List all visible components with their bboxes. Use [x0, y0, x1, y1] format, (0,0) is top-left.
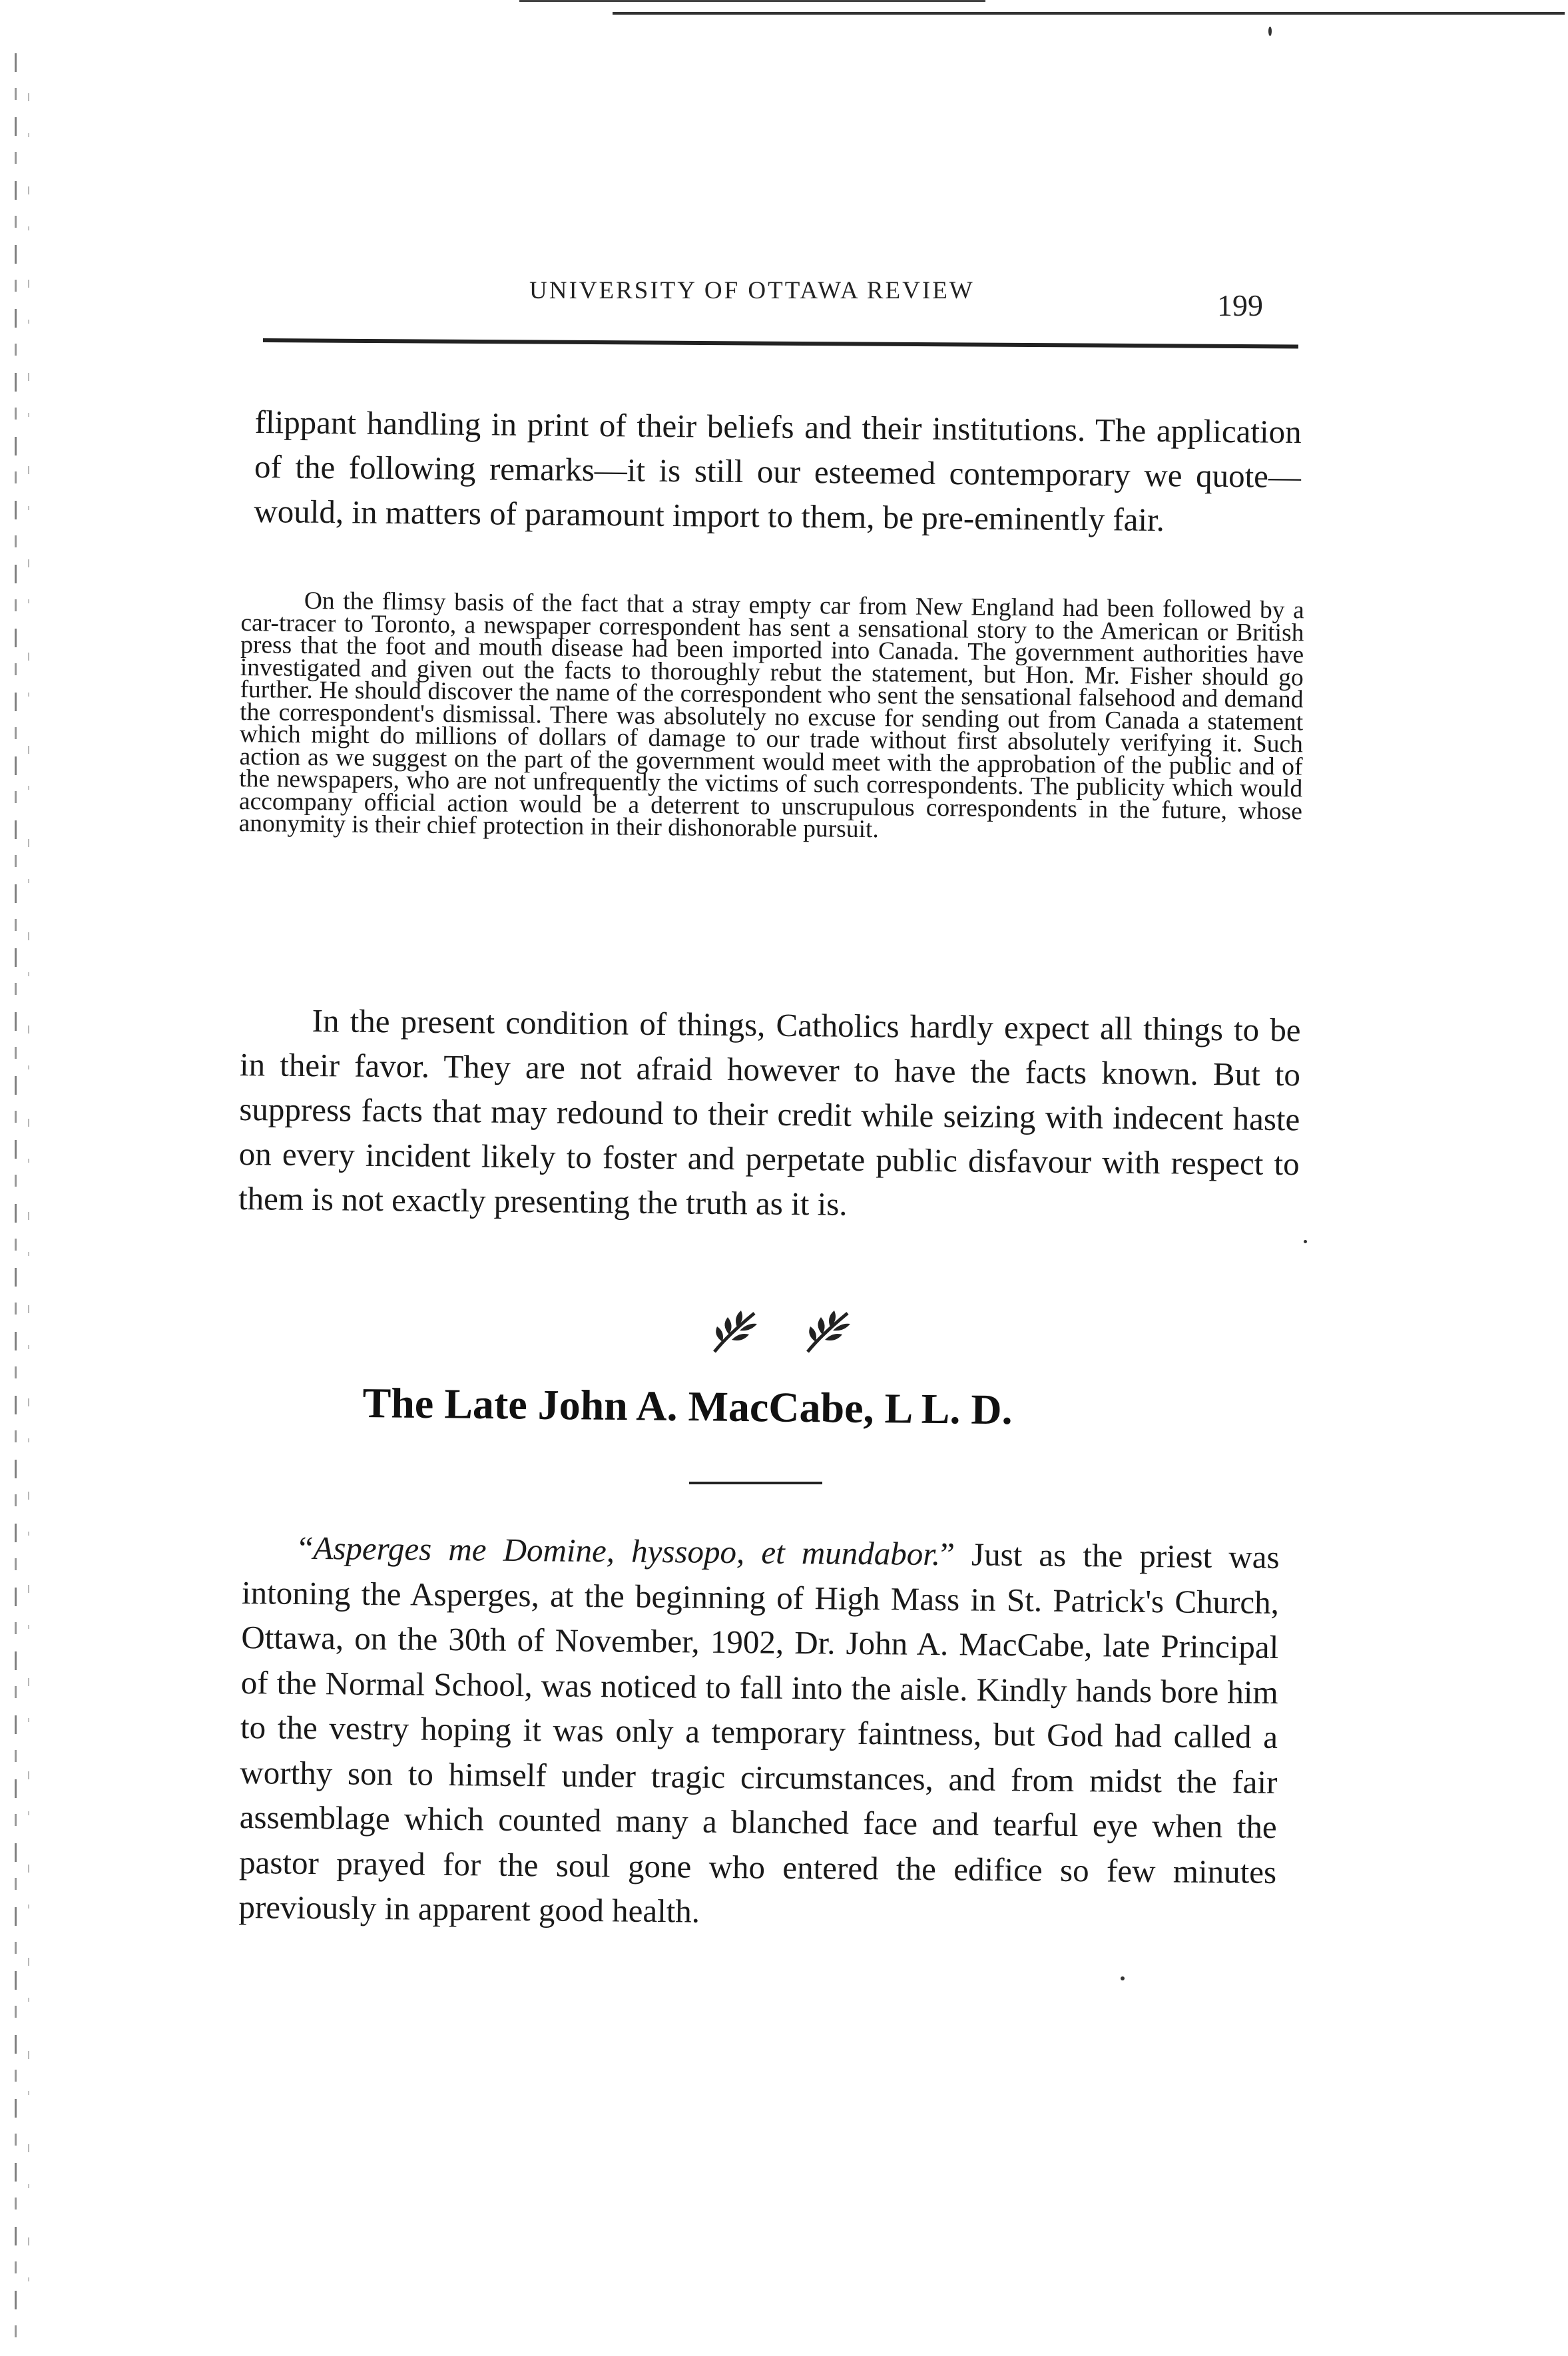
scan-edge-line: [519, 0, 985, 2]
title-rule: [689, 1482, 822, 1484]
scan-speck: [1304, 1240, 1307, 1243]
header-rule: [263, 338, 1298, 348]
scan-binding-edge: [28, 93, 29, 2291]
scan-edge-line: [613, 12, 1565, 15]
fleuron-icon: [801, 1305, 856, 1358]
article-paragraph: [238, 1525, 1280, 1939]
paragraph-continuation: flippant handling in print of their beliefs and their institutions. The application of the following remarks—it is still our esteemed contemporary we quote—would, in matters of paramount import to them, be pre-eminently fair.: [254, 403, 1302, 539]
incipit-close-quote: ”: [939, 1536, 955, 1573]
incipit-latin: Asperges me Domine, hyssopo, et mundabor.: [313, 1530, 941, 1573]
paragraph: In the present condition of things, Catholics hardly expect all things to be in their favor. They are not afraid however to have the facts known. But to suppress facts that may redound to their credit while seizing with indecent haste on every incident likely to foster and perpetate public disfavour with respect to them is not exactly presenting the truth as it is.: [238, 1002, 1301, 1223]
article-body-text: Just as the priest was intoning the Asperges, at the beginning of High Mass in St. Patrick's Church, Ottawa, on the 30th of November, 1902, Dr. John A. MacCabe, late Principal of the Normal School, was noticed to fall into the aisle. Kindly hands bore him to the vestry hoping it was only a temporary faintness, but God had called a worthy son to himself under tragic circumstances, and from midst the fair assemblage which counted many a blanched face and tearful eye when the pastor prayed for the soul gone who entered the edifice so few minutes previously in apparent good health.: [238, 1536, 1280, 1930]
scan-speck: [1121, 1976, 1125, 1980]
fleuron-icon: [708, 1305, 762, 1358]
scan-speck: [1268, 27, 1272, 36]
running-head: UNIVERSITY OF OTTAWA REVIEW: [529, 277, 975, 304]
incipit-open-quote: “: [298, 1529, 314, 1567]
page-number: 199: [1217, 288, 1263, 322]
article-title: The Late John A. MacCabe, L L. D.: [362, 1379, 1013, 1434]
block-quote: On the flimsy basis of the fact that a stray empty car from New England had been followed by a car-tracer to Toronto, a newspaper correspondent has sent a sensational story to the American or British press that the foot and mouth disease had been imported into Canada. The government authorities have investigated and given out the facts to thoroughly rebut the statement, but Hon. Mr. Fisher should go further. He should discover the name of the correspondent who sent the sensational falsehood and demand the correspondent's dismissal. There was absolutely no excuse for sending out from Canada a statement which might do millions of dollars of damage to our trade without first absolutely verifying it. Such action as we suggest on the part of the government would meet with the approbation of the public and of the newspapers, who are not unfrequently the victims of such correspondents. The publicity which would accompany official action would be a deterrent to unscrupulous correspondents in the future, whose anonymity is their chief protection in their dishonorable pursuit.: [238, 587, 1304, 844]
scan-binding-edge: [15, 53, 17, 2344]
